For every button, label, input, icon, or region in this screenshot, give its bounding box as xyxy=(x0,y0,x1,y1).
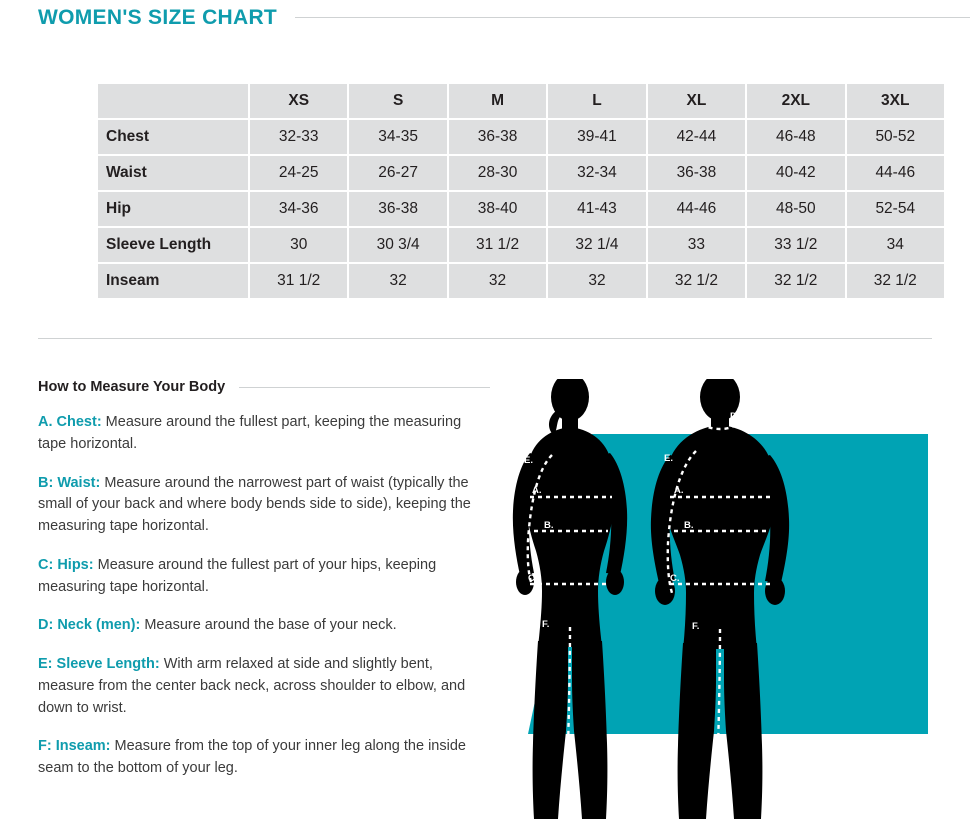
cell-sleeve-m: 31 1/2 xyxy=(448,227,547,263)
cell-sleeve-2xl: 33 1/2 xyxy=(746,227,845,263)
lower-section xyxy=(0,379,970,829)
cell-waist-xl: 36-38 xyxy=(647,155,746,191)
measure-text-hips: Measure around the fullest part of your hips, keeping measuring tape horizontal. xyxy=(38,556,437,595)
female-figure xyxy=(513,379,627,819)
measure-item-chest xyxy=(38,412,488,456)
female-marker-c: C. xyxy=(528,573,538,584)
cell-chest-m: 36-38 xyxy=(448,119,547,155)
row-label-chest: Chest xyxy=(97,119,249,155)
measure-item-inseam xyxy=(38,736,488,780)
male-marker-a: A. xyxy=(674,485,684,496)
cell-sleeve-s: 30 3/4 xyxy=(348,227,447,263)
female-marker-a: A. xyxy=(532,485,542,496)
male-marker-f: F. xyxy=(692,621,700,632)
column-header-s: S xyxy=(348,83,447,119)
cell-chest-xs: 32-33 xyxy=(249,119,348,155)
how-to-measure-panel xyxy=(0,379,500,829)
cell-sleeve-3xl: 34 xyxy=(846,227,945,263)
table-row xyxy=(97,155,945,191)
cell-inseam-s: 32 xyxy=(348,263,447,299)
row-label-waist: Waist xyxy=(97,155,249,191)
measure-label-hips: C: Hips: xyxy=(38,556,94,573)
cell-sleeve-xl: 33 xyxy=(647,227,746,263)
male-marker-d: D. xyxy=(730,411,740,422)
male-marker-e: E. xyxy=(664,453,673,464)
row-label-sleeve-length: Sleeve Length xyxy=(97,227,249,263)
measure-item-hips xyxy=(38,555,488,599)
table-row xyxy=(97,119,945,155)
measure-text-inseam: Measure from the top of your inner leg along the inside seam to the bottom of your leg. xyxy=(38,738,466,776)
cell-chest-2xl: 46-48 xyxy=(746,119,845,155)
cell-inseam-l: 32 xyxy=(547,263,646,299)
measure-item-sleeve-length xyxy=(38,654,488,719)
table-header-row xyxy=(97,83,945,119)
cell-chest-xl: 42-44 xyxy=(647,119,746,155)
male-inseam-line xyxy=(716,629,720,819)
cell-hip-2xl: 48-50 xyxy=(746,191,845,227)
page-header xyxy=(0,0,970,34)
measure-item-waist xyxy=(38,473,488,538)
cell-chest-s: 34-35 xyxy=(348,119,447,155)
male-figure xyxy=(651,379,789,819)
column-header-xl: XL xyxy=(647,83,746,119)
male-marker-b: B. xyxy=(684,520,694,531)
female-marker-e: E. xyxy=(524,455,533,466)
measure-text-neck: Measure around the base of your neck. xyxy=(140,617,397,634)
cell-sleeve-xs: 30 xyxy=(249,227,348,263)
page-title: WOMEN'S SIZE CHART xyxy=(38,5,278,29)
cell-waist-xs: 24-25 xyxy=(249,155,348,191)
cell-hip-m: 38-40 xyxy=(448,191,547,227)
column-header-3xl: 3XL xyxy=(846,83,945,119)
table-row xyxy=(97,227,945,263)
cell-chest-3xl: 50-52 xyxy=(846,119,945,155)
cell-waist-2xl: 40-42 xyxy=(746,155,845,191)
column-header-m: M xyxy=(448,83,547,119)
table-corner-cell xyxy=(97,83,249,119)
cell-waist-l: 32-34 xyxy=(547,155,646,191)
cell-sleeve-l: 32 1/4 xyxy=(547,227,646,263)
measure-label-inseam: F: Inseam: xyxy=(38,738,111,755)
size-chart-table xyxy=(96,82,946,300)
male-marker-c: C. xyxy=(670,573,680,584)
cell-hip-l: 41-43 xyxy=(547,191,646,227)
table-row xyxy=(97,191,945,227)
measure-label-waist: B: Waist: xyxy=(38,474,101,491)
measure-label-chest: A. Chest: xyxy=(38,414,102,430)
cell-inseam-2xl: 32 1/2 xyxy=(746,263,845,299)
how-to-measure-divider xyxy=(239,387,490,388)
cell-waist-s: 26-27 xyxy=(348,155,447,191)
cell-inseam-xl: 32 1/2 xyxy=(647,263,746,299)
cell-inseam-m: 32 xyxy=(448,263,547,299)
measure-text-waist: Measure around the narrowest part of waist (typically the small of your back and where body bends side to side), keeping the measuring tape horizontal. xyxy=(38,474,471,534)
measure-label-sleeve-length: E: Sleeve Length: xyxy=(38,656,160,672)
how-to-measure-heading xyxy=(38,379,500,395)
body-figures-illustration xyxy=(500,379,970,829)
cell-waist-m: 28-30 xyxy=(448,155,547,191)
measure-text-chest: Measure around the fullest part, keeping the measuring tape horizontal. xyxy=(38,414,462,452)
cell-hip-xs: 34-36 xyxy=(249,191,348,227)
title-divider xyxy=(295,17,970,18)
cell-inseam-3xl: 32 1/2 xyxy=(846,263,945,299)
row-label-hip: Hip xyxy=(97,191,249,227)
column-header-xs: XS xyxy=(249,83,348,119)
measure-item-neck xyxy=(38,615,488,637)
figures-svg xyxy=(500,379,970,819)
female-marker-b: B. xyxy=(544,520,554,531)
cell-waist-3xl: 44-46 xyxy=(846,155,945,191)
column-header-l: L xyxy=(547,83,646,119)
how-to-measure-title: How to Measure Your Body xyxy=(38,379,226,395)
cell-hip-xl: 44-46 xyxy=(647,191,746,227)
measure-label-neck: D: Neck (men): xyxy=(38,617,141,634)
cell-chest-l: 39-41 xyxy=(547,119,646,155)
section-divider xyxy=(38,338,932,339)
row-label-inseam: Inseam xyxy=(97,263,249,299)
cell-hip-3xl: 52-54 xyxy=(846,191,945,227)
table-row xyxy=(97,263,945,299)
cell-hip-s: 36-38 xyxy=(348,191,447,227)
column-header-2xl: 2XL xyxy=(746,83,845,119)
size-chart-table-wrapper xyxy=(96,82,946,300)
cell-inseam-xs: 31 1/2 xyxy=(249,263,348,299)
measure-text-sleeve-length: With arm relaxed at side and slightly bent, measure from the center back neck, across shoulder to elbow, and down to wrist. xyxy=(38,656,466,716)
female-marker-f: F. xyxy=(542,619,550,630)
